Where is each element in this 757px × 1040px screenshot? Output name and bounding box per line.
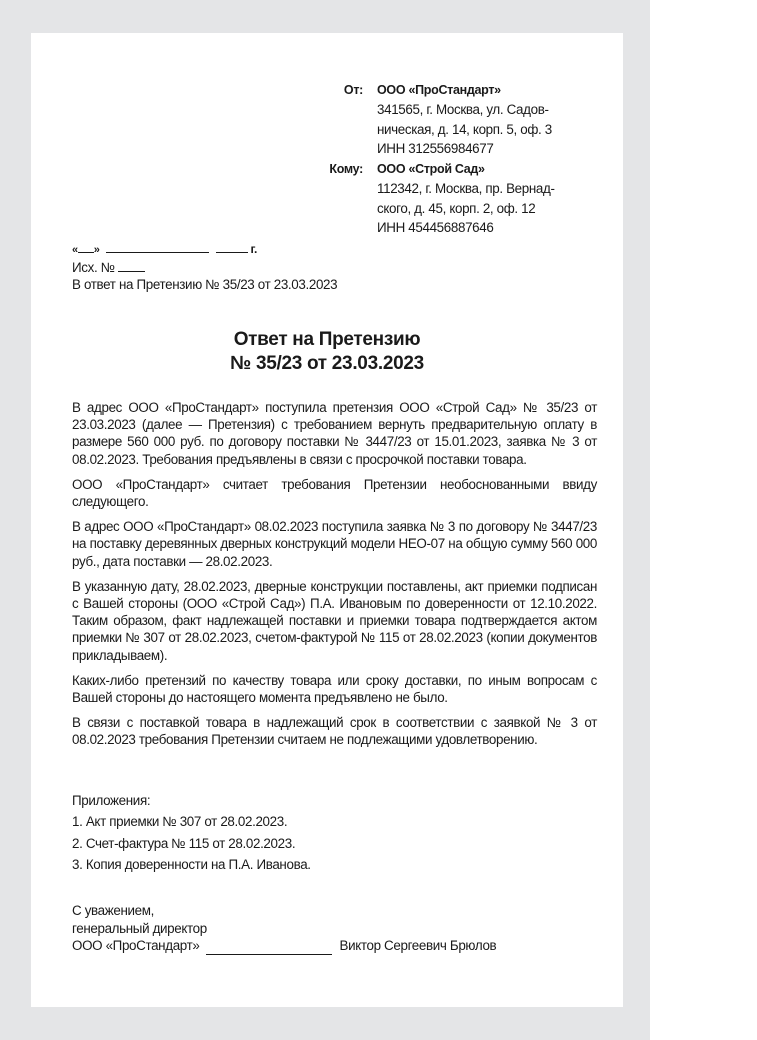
- sender-label: От:: [343, 83, 363, 97]
- recipient-label: Кому:: [329, 162, 363, 176]
- outgoing-number-label: Исх. №: [72, 260, 115, 275]
- date-close-quote: »: [93, 244, 100, 256]
- recipient-address-line: ского, д. 45, корп. 2, оф. 12: [377, 200, 536, 216]
- body-paragraph: В адрес ООО «ПроСтандарт» поступила претензия ООО «Строй Сад» № 35/23 от 23.03.2023 (далее — Претензия) с требованием вернуть предварительную оплату в размере 560 000 руб. по договору поставки № 3447/23 от 15.01.2023, заявка № 3 от 08.02.2023. Требования предъявлены в связи с просрочкой поставки товара.: [72, 400, 597, 467]
- signature-blank: [206, 942, 332, 955]
- date-open-quote: «: [72, 244, 78, 256]
- document-title: [31, 328, 623, 376]
- body-paragraph: Каких-либо претензий по качеству товара или сроку доставки, по иным вопросам с Вашей стороны до настоящего момента предъявлено не было.: [72, 672, 597, 706]
- signer-name: Виктор Сергеевич Брюлов: [339, 938, 497, 954]
- attachment-item: 3. Копия доверенности на П.А. Иванова.: [72, 856, 311, 872]
- year-blank: [216, 242, 248, 253]
- closing-phrase: С уважением,: [72, 903, 154, 918]
- title-line: № 35/23 от 23.03.2023: [230, 353, 424, 374]
- title-line: Ответ на Претензию: [233, 329, 421, 350]
- sender-block: [321, 81, 581, 159]
- body-paragraph: ООО «ПроСтандарт» считает требования Претензии необоснованными ввиду следующего.: [72, 476, 597, 510]
- outgoing-number-line: [72, 259, 337, 276]
- date-line: [72, 241, 337, 259]
- month-blank: [106, 242, 209, 253]
- recipient-address-line: 112342, г. Москва, пр. Вернад-: [377, 181, 555, 197]
- outgoing-number-blank: [118, 261, 145, 272]
- signer-position: генеральный директор: [72, 920, 207, 936]
- attachment-item: 2. Счет-фактура № 115 от 28.02.2023.: [72, 835, 296, 851]
- letter-body: [72, 399, 597, 757]
- recipient-inn: ИНН 454456887646: [377, 220, 494, 236]
- sender-address-line: 341565, г. Москва, ул. Садов-: [377, 102, 549, 118]
- attachments-block: [72, 790, 311, 875]
- year-suffix: г.: [250, 242, 257, 256]
- attachment-item: 1. Акт приемки № 307 от 28.02.2023.: [72, 814, 288, 830]
- body-paragraph: В адрес ООО «ПроСтандарт» 08.02.2023 поступила заявка № 3 по договору № 3447/23 на поставку деревянных дверных конструкций модели НЕО-07 на общую сумму 560 000 руб., дата поставки — 28.02.2023.: [72, 519, 597, 569]
- recipient-org: ООО «Строй Сад»: [377, 162, 485, 176]
- letter-page: [31, 33, 623, 1007]
- sender-inn: ИНН 312556984677: [377, 141, 494, 157]
- in-reply-to: В ответ на Претензию № 35/23 от 23.03.2023: [72, 277, 338, 292]
- sender-address-line: ническая, д. 14, корп. 5, оф. 3: [377, 121, 552, 137]
- body-paragraph: В указанную дату, 28.02.2023, дверные конструкции поставлены, акт приемки подписан с Вашей стороны (ООО «Строй Сад») П.А. Ивановым по доверенности от 12.10.2022. Таким образом, факт надлежащей поставки и приемки товара подтверждается актом приемки № 307 от 28.02.2023, счетом-фактурой № 115 от 28.02.2023 (копии документов прикладываем).: [72, 578, 597, 663]
- day-blank: [78, 242, 94, 253]
- attachments-heading: Приложения:: [72, 793, 151, 808]
- body-paragraph: В связи с поставкой товара в надлежащий срок в соответствии с заявкой № 3 от 08.02.2023 требования Претензии считаем не подлежащими удовлетворению.: [72, 715, 597, 748]
- signature-block: [72, 902, 612, 955]
- signer-org: ООО «ПроСтандарт»: [72, 938, 200, 954]
- signer-line: [72, 937, 612, 955]
- recipient-block: [321, 160, 581, 238]
- reference-block: [72, 241, 337, 293]
- sender-org: ООО «ПроСтандарт»: [377, 83, 501, 97]
